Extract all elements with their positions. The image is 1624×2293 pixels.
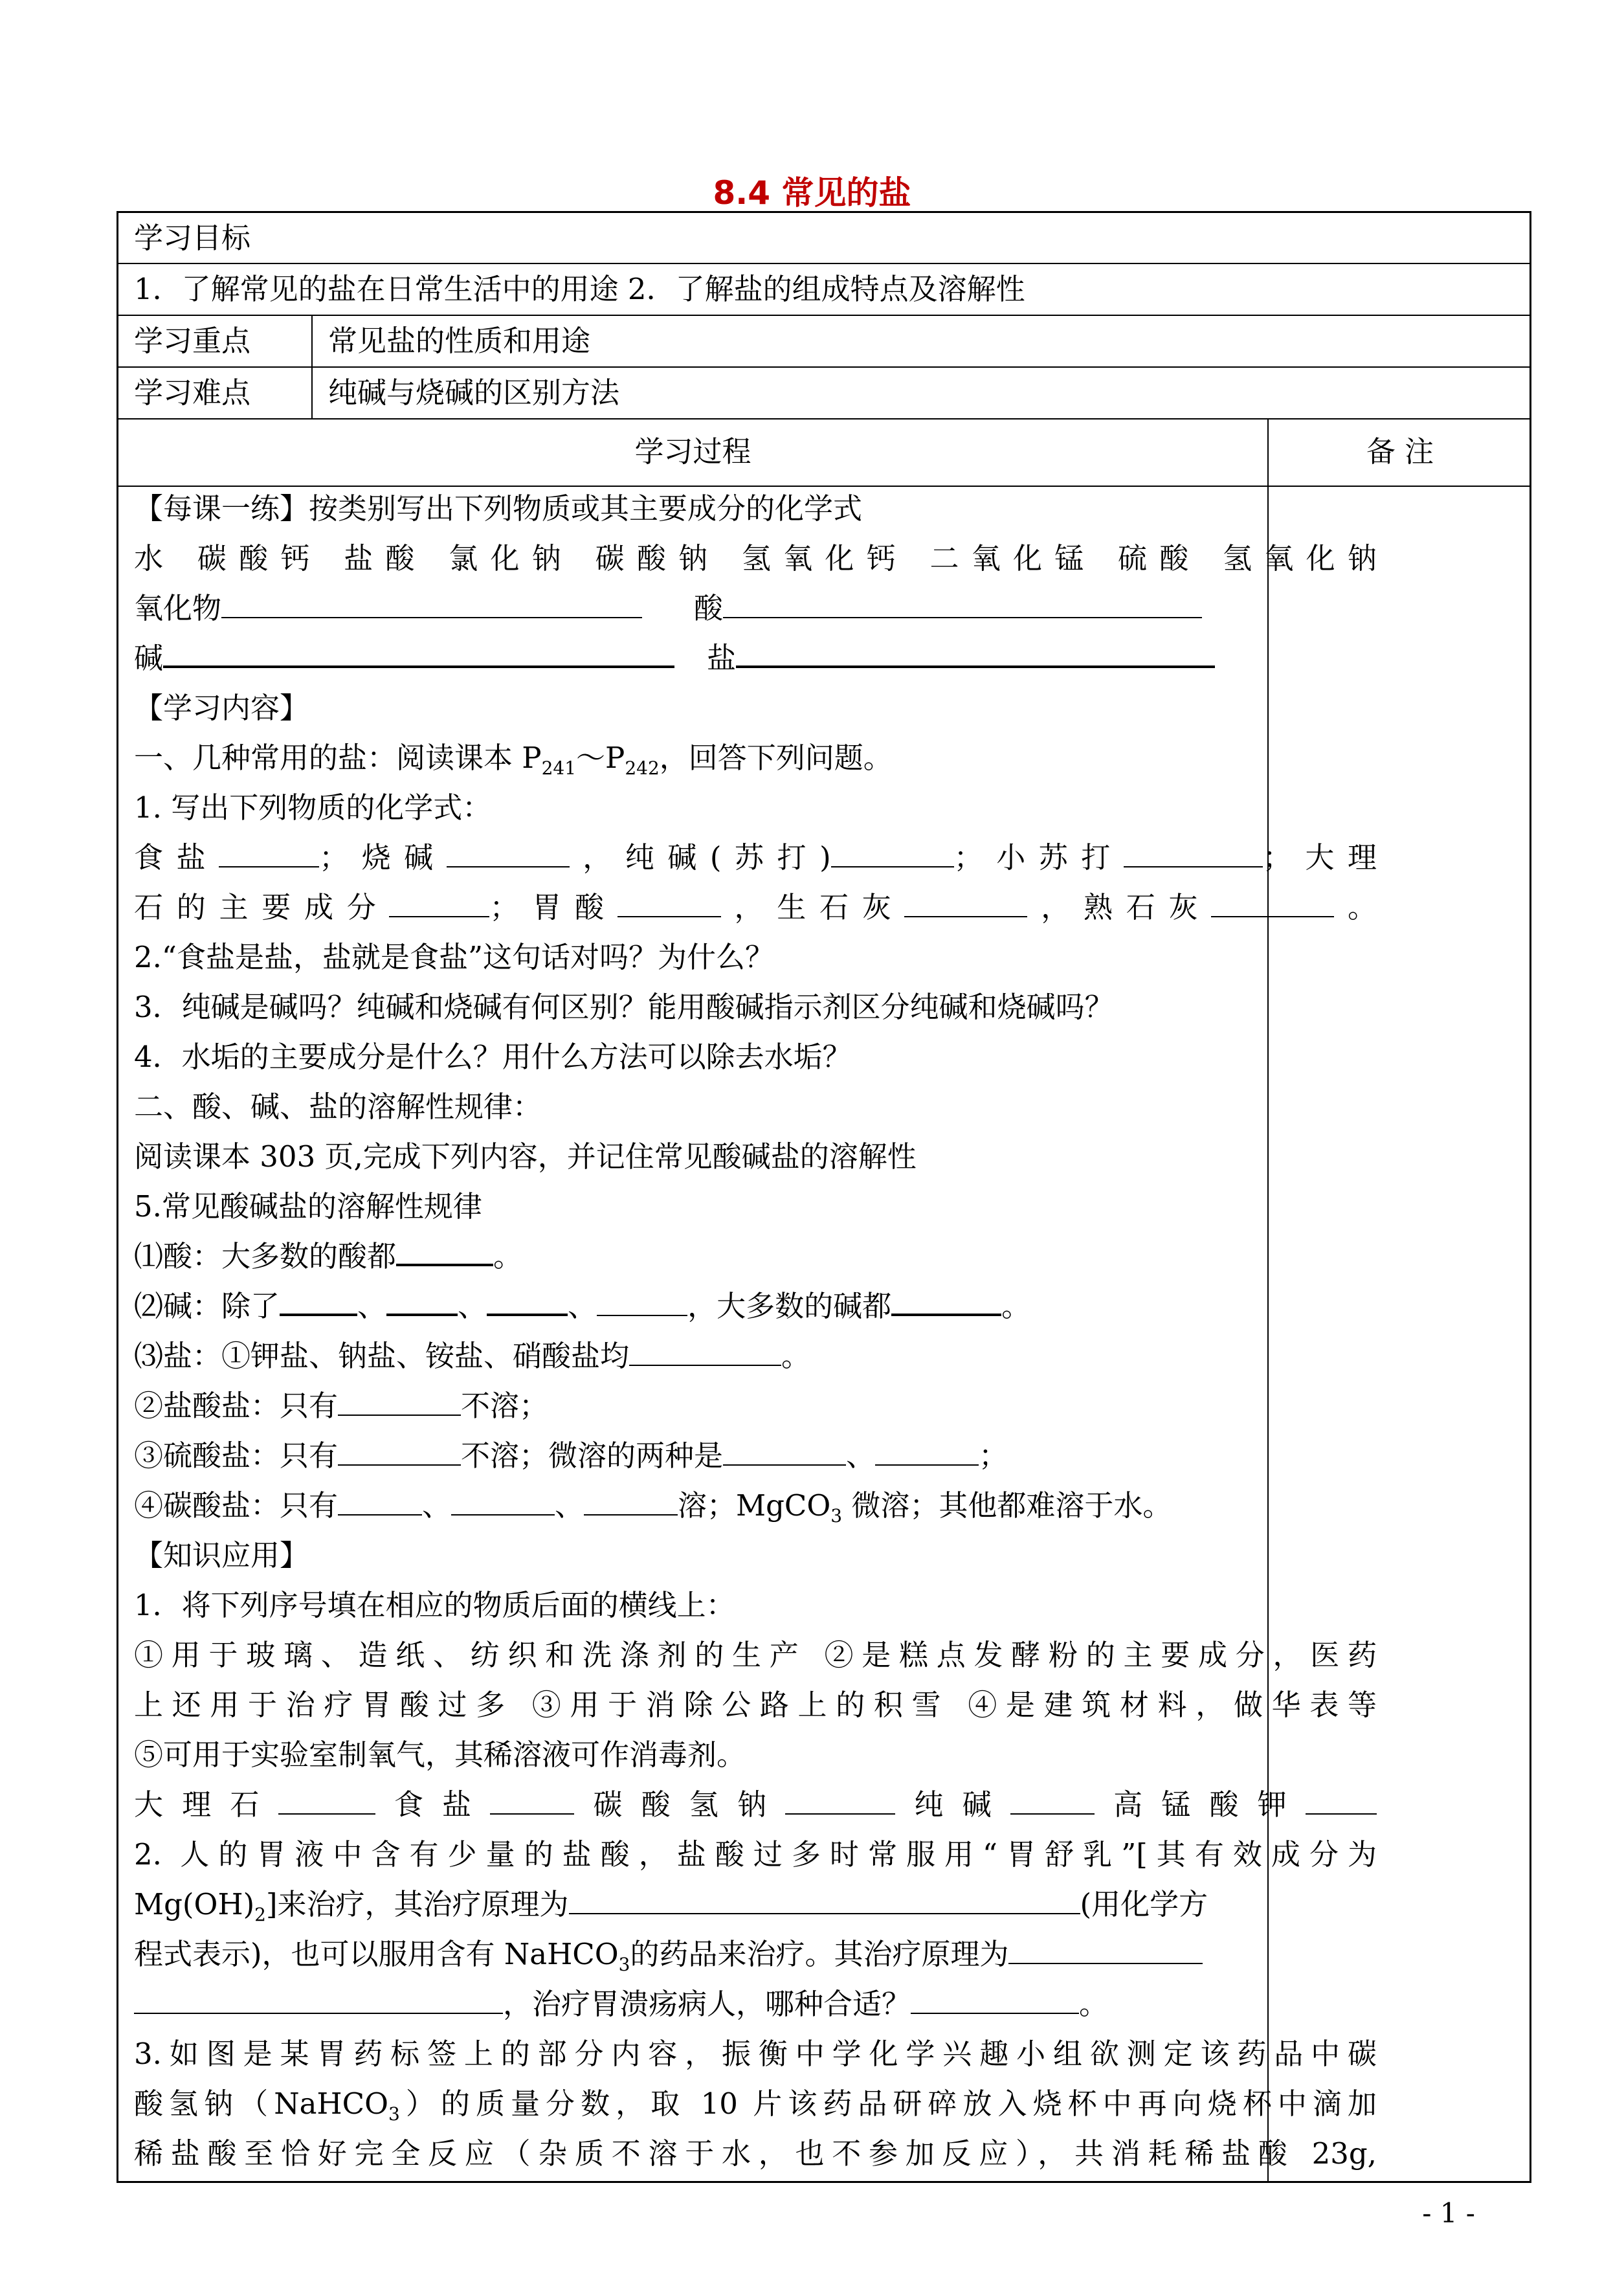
- formula-line-1: 食盐 ；烧碱 ，纯碱(苏打) ；小苏打 ；大理: [134, 840, 1377, 875]
- section-one-heading: 一、几种常用的盐：阅读课本 $P_{241}\sim P_{242}$，回答下列问题。: [134, 741, 893, 779]
- blank[interactable]: [219, 840, 319, 867]
- salt-rule-1: ⑶盐：①钾盐、钠盐、铵盐、硝酸盐均 。: [134, 1339, 811, 1373]
- blank[interactable]: [490, 1787, 574, 1815]
- question-4: 4．水垢的主要成分是什么？用什么方法可以除去水垢？: [134, 1040, 852, 1074]
- section-two-heading: 二、酸、碱、盐的溶解性规律：: [134, 1090, 542, 1124]
- use-list-2: 上还用于治疗胃酸过多 ③用于消除公路上的积雪 ④是建筑材料，做华表等: [134, 1688, 1377, 1722]
- base-blank[interactable]: [163, 640, 674, 668]
- material-answer-line: 大理石 食盐 碳酸氢钠 纯碱 高锰酸钾: [134, 1780, 1377, 1829]
- blank[interactable]: [1124, 840, 1263, 867]
- document-title: 8.4 常见的盐: [713, 174, 911, 212]
- blank[interactable]: [447, 840, 570, 867]
- salt-rule-2: ②盐酸盐：只有 不溶；: [134, 1389, 549, 1423]
- use-list-3: ⑤可用于实验室制氧气，其稀溶液可作消毒剂。: [134, 1738, 746, 1772]
- blank[interactable]: [338, 1488, 422, 1516]
- key-points-label: 学习重点: [134, 324, 251, 358]
- blank[interactable]: [1010, 1787, 1095, 1815]
- blank[interactable]: [785, 1787, 895, 1815]
- exercise-heading: 【每课一练】按类别写出下列物质或其主要成分的化学式: [134, 491, 863, 526]
- question-3: 3．纯碱是碱吗？纯碱和烧碱有何区别？能用酸碱指示剂区分纯碱和烧碱吗？: [134, 990, 1114, 1024]
- acid-blank[interactable]: [723, 591, 1202, 618]
- blank[interactable]: [904, 890, 1027, 917]
- application-q2-line4: ，治疗胃溃疡病人，哪种合适？ 。: [134, 1979, 1377, 2029]
- blank[interactable]: [278, 1787, 375, 1815]
- objectives-label: 学习目标: [134, 221, 251, 255]
- application-q3-line1: 3.如图是某胃药标签上的部分内容，振衡中学化学兴趣小组欲测定该药品中碳: [134, 2037, 1377, 2071]
- blank[interactable]: [831, 840, 954, 867]
- blank[interactable]: [1211, 890, 1334, 917]
- blank[interactable]: [629, 1339, 781, 1366]
- oxide-blank[interactable]: [221, 591, 642, 618]
- application-q2-line3: 程式表示)，也可以服用含有 NaHCO$_3$的药品来治疗。其治疗原理为: [134, 1929, 1377, 1979]
- key-points-value: 常见盐的性质和用途: [328, 324, 591, 358]
- difficulty-value: 纯碱与烧碱的区别方法: [328, 375, 620, 410]
- blank[interactable]: [911, 1987, 1079, 2014]
- application-q3-line2: 酸氢钠（NaHCO$_3$）的质量分数，取 10 片该药品研碎放入烧杯中再向烧杯中滴加: [134, 2086, 1377, 2125]
- blank[interactable]: [386, 1288, 458, 1316]
- lesson-table: [117, 211, 1531, 2183]
- formula-line-2: 石的主要成分 ；胃酸 ，生石灰 ，熟石灰 。: [134, 890, 1377, 924]
- blank[interactable]: [338, 1438, 461, 1466]
- equation-blank[interactable]: [569, 1887, 1080, 1914]
- notes-header: 备 注: [1366, 434, 1434, 469]
- application-q2-line1: 2. 人的胃液中含有少量的盐酸，盐酸过多时常服用“胃舒乳”[其有效成分为: [134, 1837, 1377, 1872]
- use-list-1: ①用于玻璃、造纸、纺织和洗涤剂的生产 ②是糕点发酵粉的主要成分，医药: [134, 1638, 1377, 1672]
- blank[interactable]: [891, 1288, 1001, 1316]
- blank[interactable]: [1306, 1787, 1377, 1815]
- blank[interactable]: [584, 1488, 678, 1516]
- equation-blank[interactable]: [1008, 1937, 1203, 1964]
- salt-rule-4: ④碳酸盐：只有 、 、 溶；MgCO$_3$ 微溶；其他都难溶于水。: [134, 1488, 1172, 1527]
- learning-process-content: [134, 484, 1377, 2178]
- application-q3-line3: 稀盐酸至恰好完全反应（杂质不溶于水，也不参加反应），共消耗稀盐酸 23g,: [134, 2136, 1377, 2171]
- application-q1: 1．将下列序号填在相应的物质后面的横线上：: [134, 1588, 735, 1622]
- question-5: 5.常见酸碱盐的溶解性规律: [134, 1189, 482, 1224]
- acid-rule: ⑴酸：大多数的酸都 。: [134, 1239, 523, 1273]
- blank[interactable]: [597, 1289, 687, 1316]
- blank[interactable]: [280, 1288, 357, 1316]
- equation-blank[interactable]: [134, 1987, 503, 2014]
- salt-blank[interactable]: [736, 640, 1215, 668]
- blank[interactable]: [723, 1438, 846, 1466]
- application-q2-line2: $Mg(OH)_2$]来治疗，其治疗原理为 (用化学方: [134, 1887, 1208, 1925]
- reading-instruction: 阅读课本 303 页,完成下列内容，并记住常见酸碱盐的溶解性: [134, 1139, 917, 1174]
- blank[interactable]: [451, 1488, 555, 1516]
- process-header: 学习过程: [634, 434, 751, 469]
- question-1: 1. 写出下列物质的化学式：: [134, 790, 492, 825]
- page-number: - 1 -: [1422, 2197, 1475, 2229]
- blank[interactable]: [617, 890, 721, 917]
- difficulty-label: 学习难点: [134, 375, 251, 410]
- base-rule: ⑵碱：除了 、 、 、 ，大多数的碱都 。: [134, 1289, 1031, 1323]
- blank[interactable]: [487, 1288, 568, 1316]
- question-2: 2.“食盐是盐，盐就是食盐”这句话对吗？为什么？: [134, 940, 774, 974]
- blank[interactable]: [396, 1238, 493, 1266]
- application-heading: 【知识应用】: [134, 1538, 309, 1572]
- content-heading: 【学习内容】: [134, 691, 309, 725]
- base-salt-line: 碱 盐: [134, 633, 1377, 683]
- blank[interactable]: [389, 890, 489, 917]
- substance-list: 水 碳酸钙 盐酸 氯化钠 碳酸钠 氢氧化钙 二氧化锰 硫酸 氢氧化钠: [134, 541, 1377, 576]
- blank[interactable]: [338, 1389, 461, 1416]
- blank[interactable]: [875, 1438, 979, 1466]
- objectives-text: 1．了解常见的盐在日常生活中的用途 2．了解盐的组成特点及溶解性: [134, 272, 1025, 306]
- oxide-acid-line: 氧化物 酸: [134, 583, 1377, 633]
- salt-rule-3: ③硫酸盐：只有 不溶；微溶的两种是 、 ；: [134, 1438, 1008, 1473]
